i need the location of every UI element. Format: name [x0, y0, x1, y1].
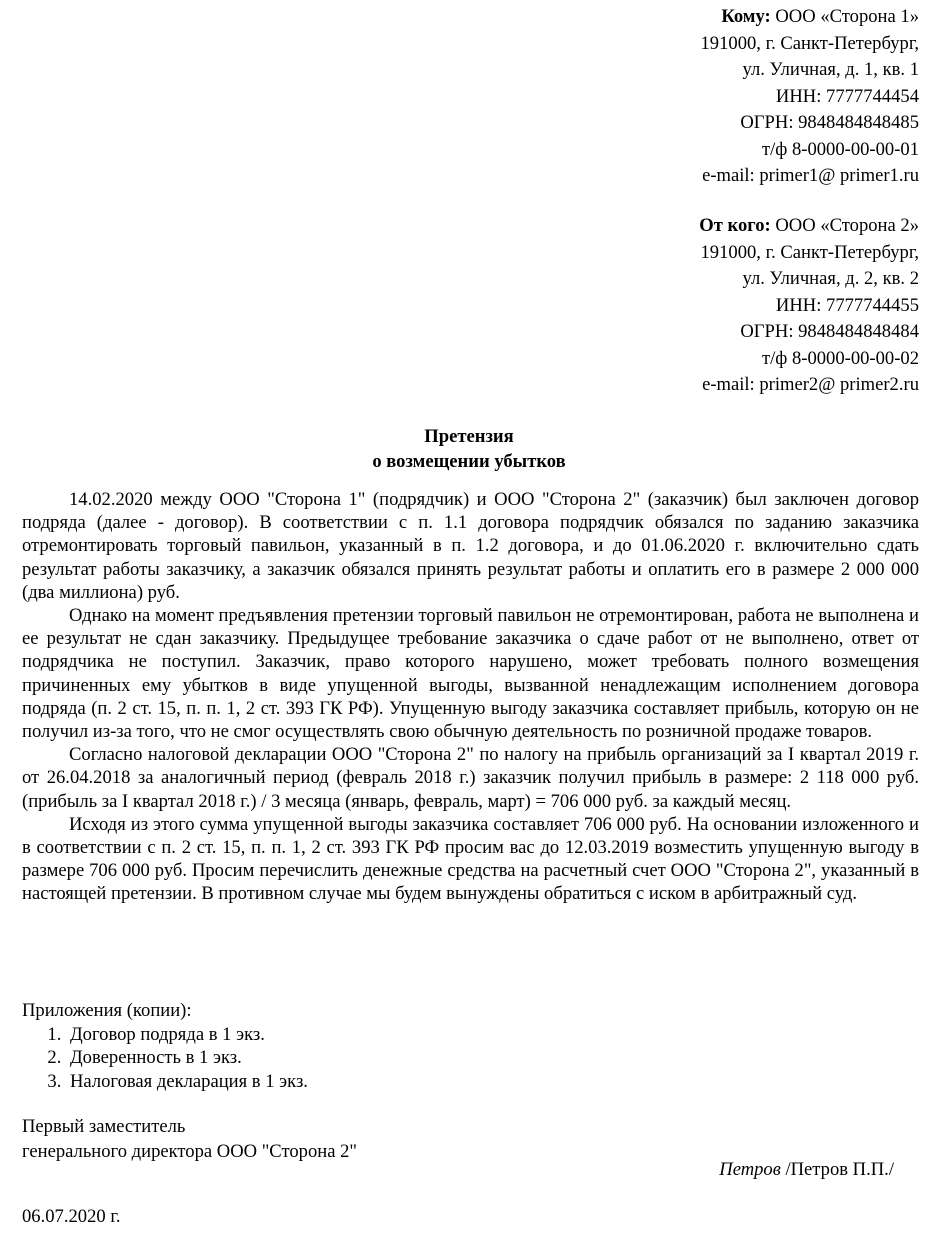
body-paragraph: Согласно налоговой декларации ООО "Сторона 2" по налогу на прибыль организаций за I квартал 2019 г. от 26.04.2018 за аналогичный период (февраль 2018 г.) заказчик получил прибыль в размере: 2 118 000 руб. (прибыль за I квартал 2018 г.) / 3 месяца (январь, февраль, март) = 706 000 руб. за каждый месяц.: [22, 744, 919, 812]
recipient-label: Кому:: [721, 6, 771, 27]
recipient-ogrn: ОГРН: 9848484848485: [740, 112, 919, 133]
title-line2: о возмещении убытков: [372, 451, 566, 472]
sender-inn: ИНН: 7777744455: [775, 294, 919, 316]
attachment-item: 1. Договор подряда в 1 экз.: [66, 1023, 308, 1047]
attachments-section: [22, 999, 308, 1093]
body-paragraph: 14.02.2020 между ООО "Сторона 1" (подрядчик) и ООО "Сторона 2" (заказчик) был заключен договор подряда (далее - договор). В соответствии с п. 1.1 договора подрядчик обязался по заданию заказчика отремонтировать торговый павильон, указанный в п. 1.2 договора, и до 01.06.2020 г. включительно сдать результат работы заказчику, а заказчик обязался принять результат работы и оплатить его в размере 2 000 000 (два миллиона) руб.: [22, 489, 919, 603]
sender-email: e-mail: primer2@ primer2.ru: [702, 374, 919, 395]
sender-ogrn: ОГРН: 9848484848484: [740, 321, 919, 342]
recipient-org: ООО «Сторона 1»: [770, 6, 919, 27]
attachments-list: [22, 1023, 308, 1094]
sender-address-line2: ул. Уличная, д. 2, кв. 2: [742, 268, 919, 289]
attachment-item: 2. Доверенность в 1 экз.: [66, 1046, 308, 1070]
body-paragraph: Однако на момент предъявления претензии торговый павильон не отремонтирован, работа не выполнена и ее результат не сдан заказчику. Предыдущее требование заказчика о сдаче работ от не выполнено, ответ от подрядчика не поступил. Заказчик, право которого нарушено, может требовать полного возмещения причиненных ему убытков в виде упущенной выгоды, вызванной ненадлежащим исполнением договора подряда (п. 2 ст. 15, п. п. 1, 2 ст. 393 ГК РФ). Упущенную выгоду заказчика составляет прибыль, которую он не получил из-за того, что не смог осуществлять свою обычную деятельность по розничной продаже товаров.: [22, 605, 919, 743]
recipient-address-line1: 191000, г. Санкт-Петербург,: [700, 32, 919, 54]
recipient-email: e-mail: primer1@ primer1.ru: [702, 165, 919, 186]
sender-org: ООО «Сторона 2»: [770, 215, 919, 236]
body-paragraph: Исходя из этого сумма упущенной выгоды заказчика составляет 706 000 руб. На основании изложенного и в соответствии с п. 2 ст. 15, п. п. 1, 2 ст. 393 ГК РФ просим вас до 12.03.2019 возместить упущенную выгоду в размере 706 000 руб. Просим перечислить денежные средства на расчетный счет ООО "Сторона 2", указанный в настоящей претензии. В противном случае мы будем вынуждены обратиться с иском в арбитражный суд.: [22, 813, 919, 905]
document-date: 06.07.2020 г.: [22, 1206, 121, 1227]
signer-position-line1: Первый заместитель: [22, 1116, 186, 1137]
claim-body: [22, 488, 919, 906]
recipient-line: [701, 4, 920, 31]
recipient-address-line2: ул. Уличная, д. 1, кв. 1: [742, 59, 919, 80]
attachments-heading: Приложения (копии):: [22, 1000, 192, 1021]
sender-label: От кого:: [699, 215, 771, 236]
signature-name: /Петров П.П./: [780, 1159, 894, 1180]
sender-phone: т/ф 8-0000-00-00-02: [761, 347, 919, 369]
recipient-block: [701, 4, 920, 190]
title-line1: Претензия: [424, 426, 514, 447]
attachment-item: 3. Налоговая декларация в 1 экз.: [66, 1070, 308, 1094]
signer-position-line2: генерального директора ООО "Сторона 2": [22, 1141, 357, 1162]
recipient-inn: ИНН: 7777744454: [775, 85, 919, 107]
recipient-phone: т/ф 8-0000-00-00-01: [761, 138, 919, 160]
sender-line: [699, 213, 919, 240]
sender-address-line1: 191000, г. Санкт-Петербург,: [700, 241, 919, 263]
document-title: [0, 424, 938, 474]
signature-handwritten: Петров: [719, 1159, 781, 1180]
signature: [719, 1159, 894, 1181]
signer-block: [22, 1114, 357, 1164]
sender-block: [699, 213, 919, 399]
